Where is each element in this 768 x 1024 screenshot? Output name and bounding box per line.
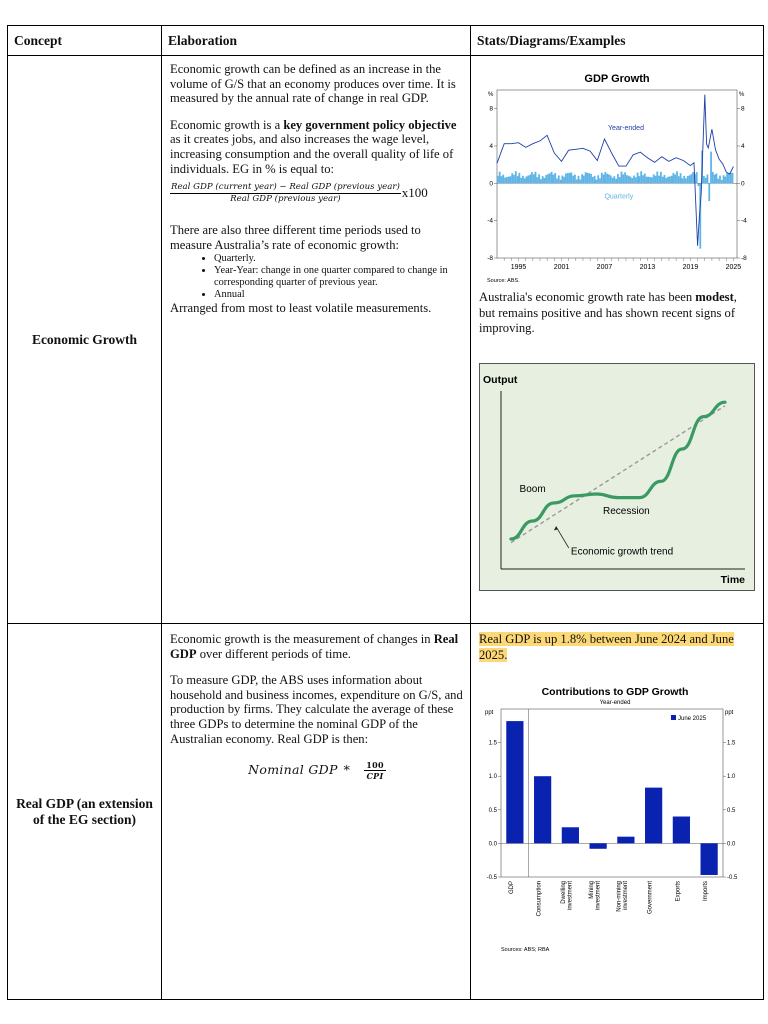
quarterly-bar: [728, 173, 730, 183]
eg-policy-paragraph: Economic growth is a key government policy objective as it creates jobs, and also increases the wage level, increasing consumption and the overall quality of life of individuals. EG in % is equal to:: [170, 117, 457, 176]
quarterly-bar: [723, 175, 725, 183]
elaboration-real-gdp: [162, 624, 471, 1000]
quarterly-bar: [696, 172, 698, 183]
quarterly-bar: [638, 176, 640, 183]
x-tick-label: Imports: [703, 881, 710, 902]
y-tick-label: 0.0: [727, 841, 736, 848]
quarterly-bar: [545, 175, 547, 183]
annotation-recession: Recession: [603, 505, 650, 517]
quarterly-bar: [594, 176, 596, 184]
y-tick-label: 1.0: [488, 774, 497, 781]
chart-source: Source: ABS.: [487, 278, 520, 284]
quarterly-bar: [707, 175, 709, 184]
x-tick-label: investment: [623, 881, 630, 911]
header-row: [8, 26, 764, 56]
y-tick-label: -4: [741, 217, 747, 225]
quarterly-bar: [622, 174, 624, 183]
quarterly-bar: [719, 176, 721, 184]
chart-title: GDP Growth: [584, 73, 650, 85]
quarterly-bar: [517, 176, 519, 183]
quarterly-bar: [499, 172, 501, 184]
quarterly-bar: [497, 176, 499, 183]
stats-real-gdp: [471, 624, 764, 1000]
quarterly-bar: [615, 179, 617, 184]
quarterly-bar: [579, 179, 581, 183]
bar-mining-investment: [590, 843, 607, 848]
x-tick-label: 2025: [725, 264, 742, 271]
quarterly-bar: [601, 173, 603, 184]
x-tick-label: 2013: [639, 264, 656, 271]
x-tick-label: Non-mining: [616, 881, 623, 912]
eg-volatility-note: Arranged from most to least volatile measurements.: [170, 301, 432, 316]
eg-chart-caption: Australia's economic growth rate has been modest, but remains positive and has shown recent signs of improving.: [479, 290, 737, 335]
y-tick-label: 1.5: [488, 740, 497, 747]
x-tick-label: GDP: [508, 881, 515, 895]
real-gdp-formula: [170, 760, 464, 781]
quarterly-bar: [592, 177, 594, 183]
y-tick-label: -0.5: [486, 875, 497, 881]
contributions-chart: [479, 683, 751, 955]
quarterly-bar: [714, 175, 716, 184]
y-tick-label: -4: [487, 217, 493, 225]
quarterly-bar: [667, 177, 669, 184]
y-tick-label: 4: [741, 143, 745, 150]
quarterly-bar: [510, 176, 512, 183]
chart-title: Contributions to GDP Growth: [541, 686, 689, 698]
bar-consumption: [534, 776, 551, 843]
quarterly-bar: [554, 173, 556, 183]
quarterly-bar: [653, 174, 655, 183]
bar-exports: [673, 817, 690, 844]
quarterly-bar: [612, 178, 614, 183]
quarterly-bar: [581, 174, 583, 183]
x-tick-label: Government: [647, 881, 654, 915]
formula-numerator: Real GDP (current year) − Real GDP (previous year): [171, 182, 400, 193]
quarterly-bar: [642, 175, 644, 183]
quarterly-bar: [502, 175, 504, 184]
quarterly-bar: [590, 174, 592, 183]
quarterly-bar: [647, 177, 649, 184]
quarterly-bar: [574, 175, 576, 184]
quarterly-bar: [506, 177, 508, 183]
real-gdp-highlight: Real GDP is up 1.8% between June 2024 and June 2025.: [479, 632, 734, 662]
quarterly-bar: [669, 177, 671, 184]
quarterly-bar: [674, 174, 676, 183]
quarterly-bar: [621, 172, 623, 184]
x-tick-label: Dwelling: [561, 881, 568, 904]
bar-imports: [701, 843, 718, 875]
formula-denominator: CPI: [366, 771, 384, 782]
quarterly-bar: [708, 183, 710, 201]
quarterly-bar: [606, 174, 608, 184]
quarterly-bar: [603, 175, 605, 184]
x-tick-label: investment: [567, 881, 574, 911]
series-label-quarterly: Quarterly: [604, 193, 634, 201]
quarterly-bar: [553, 175, 555, 184]
quarterly-bar: [649, 177, 651, 183]
quarterly-bar: [637, 173, 639, 184]
bar-government: [645, 788, 662, 844]
quarterly-bar: [633, 176, 635, 184]
row-economic-growth: [8, 56, 764, 624]
quarterly-bar: [599, 178, 601, 183]
y-tick-label: 1.0: [727, 774, 736, 781]
y-tick-label: -0.5: [727, 875, 738, 881]
quarterly-bar: [619, 177, 621, 183]
quarterly-bar: [542, 176, 544, 183]
y-tick-label: 0.5: [488, 807, 497, 814]
quarterly-bar: [712, 172, 714, 183]
quarterly-bar: [501, 176, 503, 183]
x-tick-label: 2007: [596, 264, 613, 271]
quarterly-bar: [678, 176, 680, 183]
eg-periods-intro: There are also three different time periods used to measure Australia’s rate of economic growth:: [170, 223, 421, 252]
rgdp-intro: Economic growth is the measurement of changes in Real GDP over different periods of time.: [170, 632, 459, 661]
quarterly-bar: [724, 177, 726, 184]
quarterly-bar: [732, 173, 734, 183]
quarterly-bar: [703, 176, 705, 183]
quarterly-bar: [717, 179, 719, 184]
quarterly-bar: [683, 176, 685, 183]
quarterly-bar: [538, 174, 540, 183]
quarterly-bar: [536, 177, 538, 183]
quarterly-bar: [685, 178, 687, 183]
annotation-trend: Economic growth trend: [570, 545, 674, 557]
quarterly-bar: [508, 177, 510, 184]
eg-definition: Economic growth can be defined as an increase in the volume of G/S that an economy produces over time. It is measured by the annual rate of change in real GDP.: [170, 62, 456, 106]
quarterly-bar: [673, 173, 675, 183]
quarterly-bar: [631, 178, 633, 183]
quarterly-bar: [680, 173, 682, 183]
quarterly-bar: [560, 180, 562, 184]
quarterly-bar: [540, 179, 542, 183]
quarterly-bar: [660, 172, 662, 183]
quarterly-bar: [563, 177, 565, 184]
quarterly-bar: [556, 178, 558, 183]
x-tick-label: investment: [595, 881, 602, 911]
eg-formula: [170, 182, 464, 205]
x-axis-label: Time: [720, 573, 745, 586]
quarterly-bar: [651, 177, 653, 183]
y-tick-label: 8: [489, 105, 493, 113]
y-tick-label: 0.0: [488, 841, 497, 848]
quarterly-bar: [569, 173, 571, 184]
y-axis-unit-right: ppt: [725, 710, 734, 716]
quarterly-bar: [558, 175, 560, 183]
header-concept: Concept: [8, 26, 162, 56]
quarterly-bar: [692, 172, 694, 183]
quarterly-bar: [583, 175, 585, 183]
formula-numerator: 100: [366, 760, 384, 771]
quarterly-bar: [628, 176, 630, 184]
quarterly-bar: [608, 174, 610, 183]
formula-nominal: Nominal GDP: [248, 762, 338, 778]
year-ended-line: [497, 95, 733, 246]
concept-economic-growth: Economic Growth: [8, 56, 162, 624]
eg-periods-list: [170, 253, 464, 301]
quarterly-bar: [561, 176, 563, 184]
list-item: • Year-Year: change in one quarter compared to change in corresponding quarter of previous year.: [214, 265, 464, 289]
list-item: • Annual: [214, 289, 464, 301]
quarterly-bar: [635, 177, 637, 183]
header-stats: Stats/Diagrams/Examples: [471, 26, 764, 56]
quarterly-bar: [721, 180, 723, 183]
quarterly-bar: [572, 176, 574, 184]
y-axis-label: Output: [483, 373, 518, 386]
formula-denominator: Real GDP (previous year): [230, 194, 341, 205]
y-tick-label: 0: [489, 180, 493, 188]
x-tick-label: Consumption: [536, 881, 543, 917]
quarterly-bar: [549, 173, 551, 183]
quarterly-bar: [726, 173, 728, 183]
quarterly-bar: [597, 175, 599, 183]
notes-page: [7, 25, 763, 997]
quarterly-bar: [710, 152, 712, 184]
quarterly-bar: [613, 176, 615, 183]
quarterly-bar: [664, 175, 666, 183]
quarterly-bar: [655, 176, 657, 184]
row-real-gdp: [8, 624, 764, 1000]
quarterly-bar: [610, 175, 612, 183]
quarterly-bar: [531, 172, 533, 183]
quarterly-bar: [567, 173, 569, 183]
bar-dwelling-investment: [562, 827, 579, 843]
quarterly-bar: [515, 171, 517, 183]
chart-subtitle: Year-ended: [599, 700, 631, 706]
quarterly-bar: [522, 176, 524, 184]
quarterly-bar: [596, 180, 598, 184]
quarterly-bar: [705, 178, 707, 184]
quarterly-bar: [527, 176, 529, 184]
list-item: • Quarterly.: [214, 253, 464, 265]
x-tick-label: 2001: [553, 264, 570, 271]
quarterly-bar: [630, 177, 632, 184]
quarterly-bar: [689, 175, 691, 183]
y-tick-label: -8: [741, 255, 747, 262]
rgdp-method: To measure GDP, the ABS uses information about household and business incomes, expenditure on G/S, and production by firms. They calculate the average of these three GDPs to determine the nominal GDP of the Australian economy. Real GDP is then:: [170, 673, 463, 746]
quarterly-bar: [681, 178, 683, 183]
notes-table: [7, 25, 764, 1000]
quarterly-bar: [513, 175, 515, 184]
y-axis-unit-right: %: [739, 92, 745, 98]
quarterly-bar: [587, 173, 589, 183]
y-tick-label: -8: [487, 255, 493, 262]
quarterly-bar: [671, 176, 673, 184]
quarterly-bar: [644, 174, 646, 184]
y-tick-label: 8: [741, 105, 745, 113]
quarterly-bar: [529, 175, 531, 184]
y-axis-unit-left: ppt: [485, 710, 494, 716]
quarterly-bar: [662, 177, 664, 184]
chart-source: Sources: ABS; RBA: [501, 947, 550, 953]
quarterly-bar: [588, 173, 590, 183]
business-cycle-diagram: [479, 363, 755, 591]
legend-label: June 2025: [678, 716, 707, 722]
y-tick-label: 4: [489, 143, 493, 150]
y-tick-label: 0.5: [727, 807, 736, 814]
quarterly-bar: [518, 173, 520, 183]
quarterly-bar: [520, 178, 522, 183]
quarterly-bar: [547, 174, 549, 183]
quarterly-bar: [535, 172, 537, 184]
quarterly-bar: [624, 172, 626, 183]
quarterly-bar: [626, 175, 628, 183]
quarterly-bar: [658, 176, 660, 184]
quarterly-bar: [533, 174, 535, 183]
quarterly-bar: [511, 173, 513, 183]
quarterly-bar: [578, 176, 580, 183]
formula-multiplier: x100: [401, 185, 428, 201]
quarterly-bar: [698, 183, 700, 186]
y-tick-label: 1.5: [727, 740, 736, 747]
formula-star: *: [343, 762, 351, 778]
quarterly-bar: [585, 172, 587, 183]
quarterly-bar: [526, 176, 528, 183]
gdp-growth-chart: [481, 68, 753, 286]
quarterly-bar: [690, 174, 692, 183]
quarterly-bar: [640, 171, 642, 183]
y-tick-label: 0: [741, 180, 745, 188]
quarterly-bar: [646, 177, 648, 184]
quarterly-bar: [617, 174, 619, 183]
header-elaboration: Elaboration: [162, 26, 471, 56]
quarterly-bar: [656, 172, 658, 184]
legend-swatch: [671, 715, 676, 720]
quarterly-bar: [565, 173, 567, 183]
quarterly-bar: [576, 179, 578, 183]
quarterly-bar: [524, 178, 526, 183]
concept-real-gdp: Real GDP (an extension of the EG section): [8, 624, 162, 1000]
x-tick-label: Mining: [588, 881, 595, 899]
series-label-year-ended: Year-ended: [608, 125, 644, 133]
x-tick-label: 1995: [510, 264, 527, 271]
annotation-boom: Boom: [519, 483, 546, 495]
bar-non-mining-investment: [617, 837, 634, 844]
elaboration-economic-growth: [162, 56, 471, 624]
quarterly-bar: [570, 172, 572, 183]
quarterly-bar: [604, 172, 606, 184]
y-axis-unit-left: %: [488, 92, 494, 98]
quarterly-bar: [687, 176, 689, 183]
quarterly-bar: [551, 172, 553, 183]
x-tick-label: Exports: [675, 881, 682, 902]
quarterly-bar: [716, 173, 718, 183]
quarterly-bar: [504, 178, 506, 184]
x-tick-label: 2019: [682, 264, 699, 271]
quarterly-bar: [676, 171, 678, 183]
quarterly-bar: [665, 178, 667, 183]
quarterly-bar: [544, 178, 546, 183]
stats-economic-growth: [471, 56, 764, 624]
bar-gdp: [506, 721, 523, 843]
